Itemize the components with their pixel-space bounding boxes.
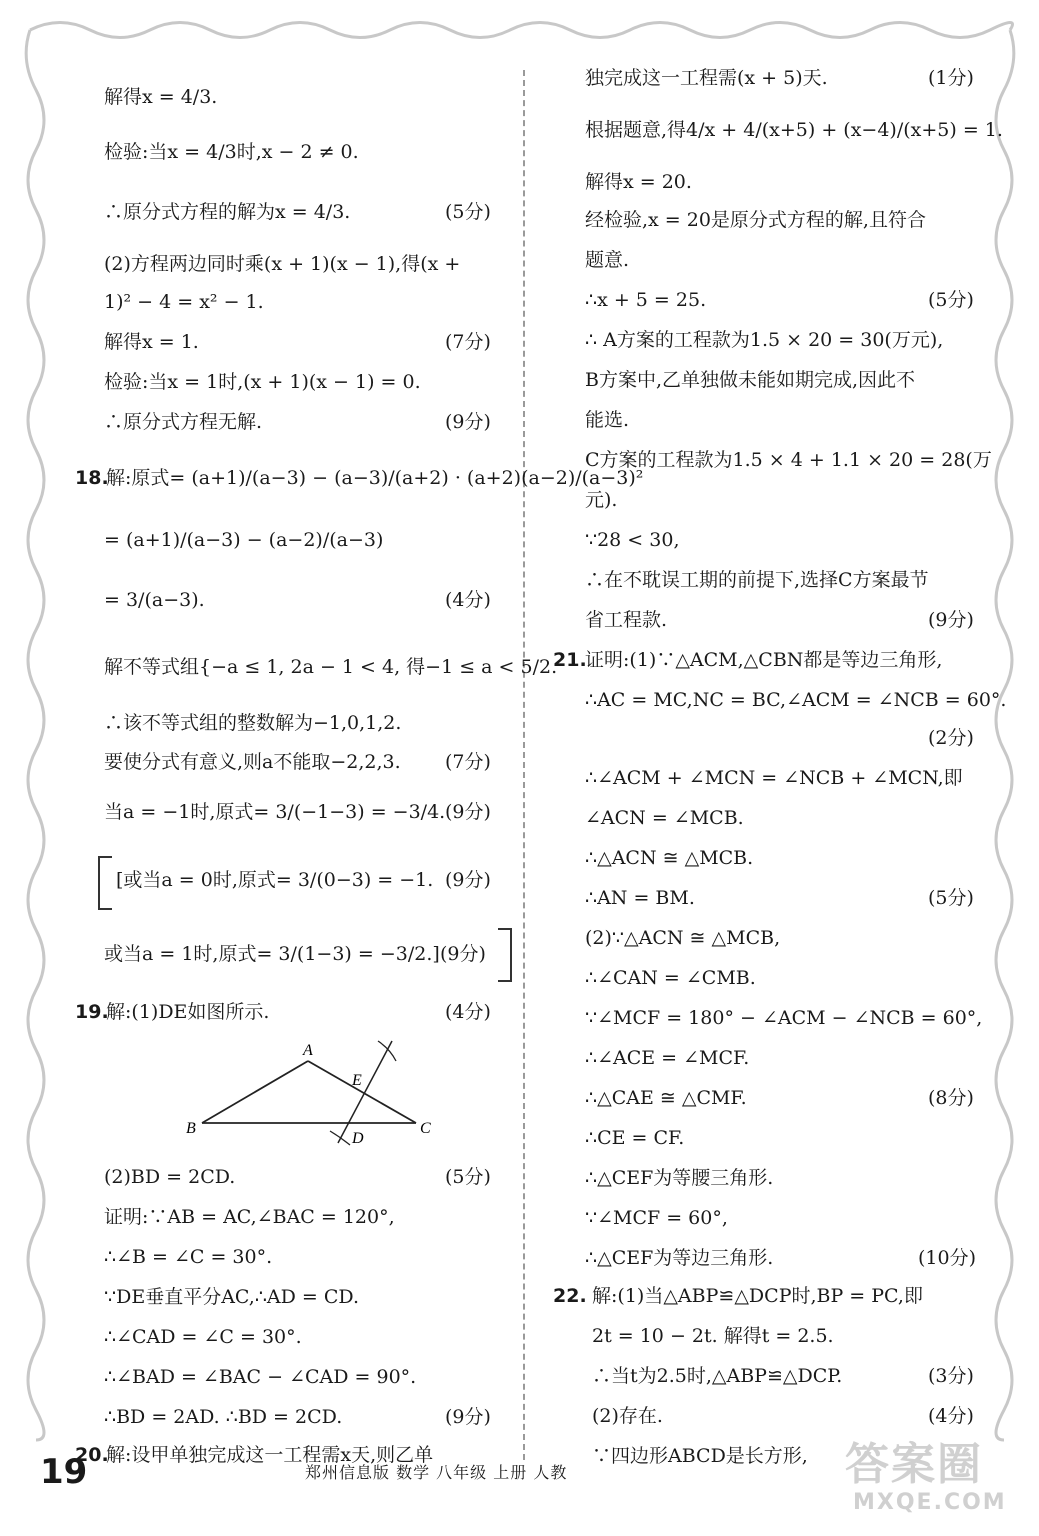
text-line: ∴原分式方程的解为x = 4/3. (104, 201, 351, 223)
text-line: ∴CE = CF. (585, 1127, 685, 1149)
question-number: 21. (553, 649, 587, 671)
text-line: C方案的工程款为1.5 × 4 + 1.1 × 20 = 28(万 (585, 449, 992, 471)
score-mark: (4分) (928, 1405, 974, 1427)
text-line: ∴在不耽误工期的前提下,选择C方案最节 (585, 569, 929, 591)
site-watermark (845, 1440, 1007, 1516)
text-line: 根据题意,得4/x + 4/(x+5) + (x−4)/(x+5) = 1. (585, 119, 1003, 141)
score-mark: (7分) (445, 331, 491, 353)
text-line: ∵∠MCF = 180° − ∠ACM − ∠NCB = 60°, (585, 1007, 983, 1029)
vertex-label-a: A (303, 1042, 313, 1059)
text-line: 解:设甲单独完成这一工程需x天,则乙单 (106, 1444, 434, 1466)
page-number: 19 (40, 1452, 88, 1492)
column-divider (523, 70, 525, 1460)
text-line: 独完成这一工程需(x + 5)天. (585, 67, 828, 89)
text-line: 证明:(1)∵△ACM,△CBN都是等边三角形, (585, 649, 943, 671)
text-line: 解得x = 20. (585, 171, 692, 193)
score-mark: (2分) (928, 727, 974, 749)
score-mark: (9分) (445, 801, 491, 823)
text-line: 1)² − 4 = x² − 1. (104, 291, 264, 313)
text-line: 能选. (585, 409, 630, 431)
score-mark: (9分) (440, 943, 486, 965)
point-label-d: D (352, 1130, 364, 1147)
text-line: 2t = 10 − 2t. 解得t = 2.5. (592, 1325, 834, 1347)
text-line: ∴当t为2.5时,△ABP≌△DCP. (592, 1365, 843, 1387)
score-mark: (8分) (928, 1087, 974, 1109)
text-line: 检验:当x = 1时,(x + 1)(x − 1) = 0. (104, 371, 421, 393)
text-line: ∵四边形ABCD是长方形, (592, 1445, 808, 1467)
watermark-url: MXQE.COM (853, 1490, 1007, 1515)
text-line: ∵∠MCF = 60°, (585, 1207, 728, 1229)
question-number: 19. (75, 1001, 109, 1023)
text-line: ∵28 < 30, (585, 529, 680, 551)
text-line: = (a+1)/(a−3) − (a−2)/(a−3) (104, 529, 384, 551)
triangle-figure (180, 1035, 440, 1150)
text-line: (2)∵△ACN ≅ △MCB, (585, 927, 781, 949)
text-line: 省工程款. (585, 609, 668, 631)
alt-answer-bracket-left (98, 856, 112, 910)
vertex-label-c: C (420, 1120, 431, 1137)
text-line: ∴△CEF为等边三角形. (585, 1247, 774, 1269)
text-line: ∴∠CAN = ∠CMB. (585, 967, 756, 989)
text-line: ∴ A方案的工程款为1.5 × 20 = 30(万元), (585, 329, 944, 351)
perpendicular-bisector-de (338, 1041, 392, 1143)
text-line: ∴∠ACE = ∠MCF. (585, 1047, 750, 1069)
score-mark: (9分) (445, 869, 491, 891)
text-line: ∴△CAE ≅ △CMF. (585, 1087, 747, 1109)
score-mark: (9分) (445, 1406, 491, 1428)
score-mark: (4分) (445, 589, 491, 611)
triangle-abc (202, 1061, 416, 1123)
text-line: 或当a = 1时,原式= 3/(1−3) = −3/2.] (104, 943, 440, 965)
text-line: 解:(1)当△ABP≌△DCP时,BP = PC,即 (592, 1285, 923, 1307)
vertex-label-b: B (186, 1120, 196, 1137)
alt-answer-bracket-right (498, 928, 512, 982)
question-number: 22. (553, 1285, 587, 1307)
score-mark: (5分) (928, 887, 974, 909)
text-line: ∴AC = MC,NC = BC,∠ACM = ∠NCB = 60°. (585, 689, 1007, 711)
point-label-e: E (352, 1072, 362, 1089)
text-line: ∴△CEF为等腰三角形. (585, 1167, 774, 1189)
text-line: ∴△ACN ≅ △MCB. (585, 847, 754, 869)
score-mark: (10分) (918, 1247, 977, 1269)
text-line: 要使分式有意义,则a不能取−2,2,3. (104, 751, 401, 773)
text-line: 解:(1)DE如图所示. (106, 1001, 270, 1023)
text-line: ∴∠BAD = ∠BAC − ∠CAD = 90°. (104, 1366, 417, 1388)
text-line: ∴原分式方程无解. (104, 411, 263, 433)
question-number: 20. (75, 1444, 109, 1466)
text-line: 经检验,x = 20是原分式方程的解,且符合 (585, 209, 926, 231)
text-line: ∴∠ACM + ∠MCN = ∠NCB + ∠MCN,即 (585, 767, 963, 789)
text-line: ∴∠CAD = ∠C = 30°. (104, 1326, 302, 1348)
text-line: (2)存在. (592, 1405, 663, 1427)
text-line: ∴AN = BM. (585, 887, 695, 909)
footer-series-info: 郑州信息版 数学 八年级 上册 人教 (305, 1463, 568, 1482)
watermark-logo-text: 答案圈 (845, 1439, 983, 1490)
text-line: (2)BD = 2CD. (104, 1166, 236, 1188)
text-line: (2)方程两边同时乘(x + 1)(x − 1),得(x + (104, 253, 461, 275)
text-line: 元). (585, 489, 618, 511)
score-mark: (5分) (445, 201, 491, 223)
text-line: 检验:当x = 4/3时,x − 2 ≠ 0. (104, 141, 359, 163)
text-line: 题意. (585, 249, 630, 271)
score-mark: (4分) (445, 1001, 491, 1023)
text-line: 解不等式组{−a ≤ 1, 2a − 1 < 4, 得−1 ≤ a < 5/2. (104, 656, 558, 678)
text-line: ∴∠B = ∠C = 30°. (104, 1246, 273, 1268)
text-line: 当a = −1时,原式= 3/(−1−3) = −3/4. (104, 801, 446, 823)
text-line: 解得x = 1. (104, 331, 199, 353)
text-line: 解:原式= (a+1)/(a−3) − (a−3)/(a+2) · (a+2)(a−2)/(a−3)² (106, 467, 644, 489)
score-mark: (9分) (928, 609, 974, 631)
score-mark: (1分) (928, 67, 974, 89)
text-line: 证明:∵AB = AC,∠BAC = 120°, (104, 1206, 395, 1228)
text-line: ∴x + 5 = 25. (585, 289, 707, 311)
text-line: ∴该不等式组的整数解为−1,0,1,2. (104, 712, 402, 734)
score-mark: (5分) (445, 1166, 491, 1188)
score-mark: (5分) (928, 289, 974, 311)
text-line: ∠ACN = ∠MCB. (585, 807, 744, 829)
score-mark: (9分) (445, 411, 491, 433)
score-mark: (3分) (928, 1365, 974, 1387)
question-number: 18. (75, 467, 109, 489)
text-line: ∴BD = 2AD. ∴BD = 2CD. (104, 1406, 343, 1428)
text-line: B方案中,乙单独做未能如期完成,因此不 (585, 369, 916, 391)
text-line: = 3/(a−3). (104, 589, 205, 611)
score-mark: (7分) (445, 751, 491, 773)
text-line: 解得x = 4/3. (104, 86, 218, 108)
text-line: ∵DE垂直平分AC,∴AD = CD. (104, 1286, 359, 1308)
text-line: [或当a = 0时,原式= 3/(0−3) = −1. (116, 869, 434, 891)
